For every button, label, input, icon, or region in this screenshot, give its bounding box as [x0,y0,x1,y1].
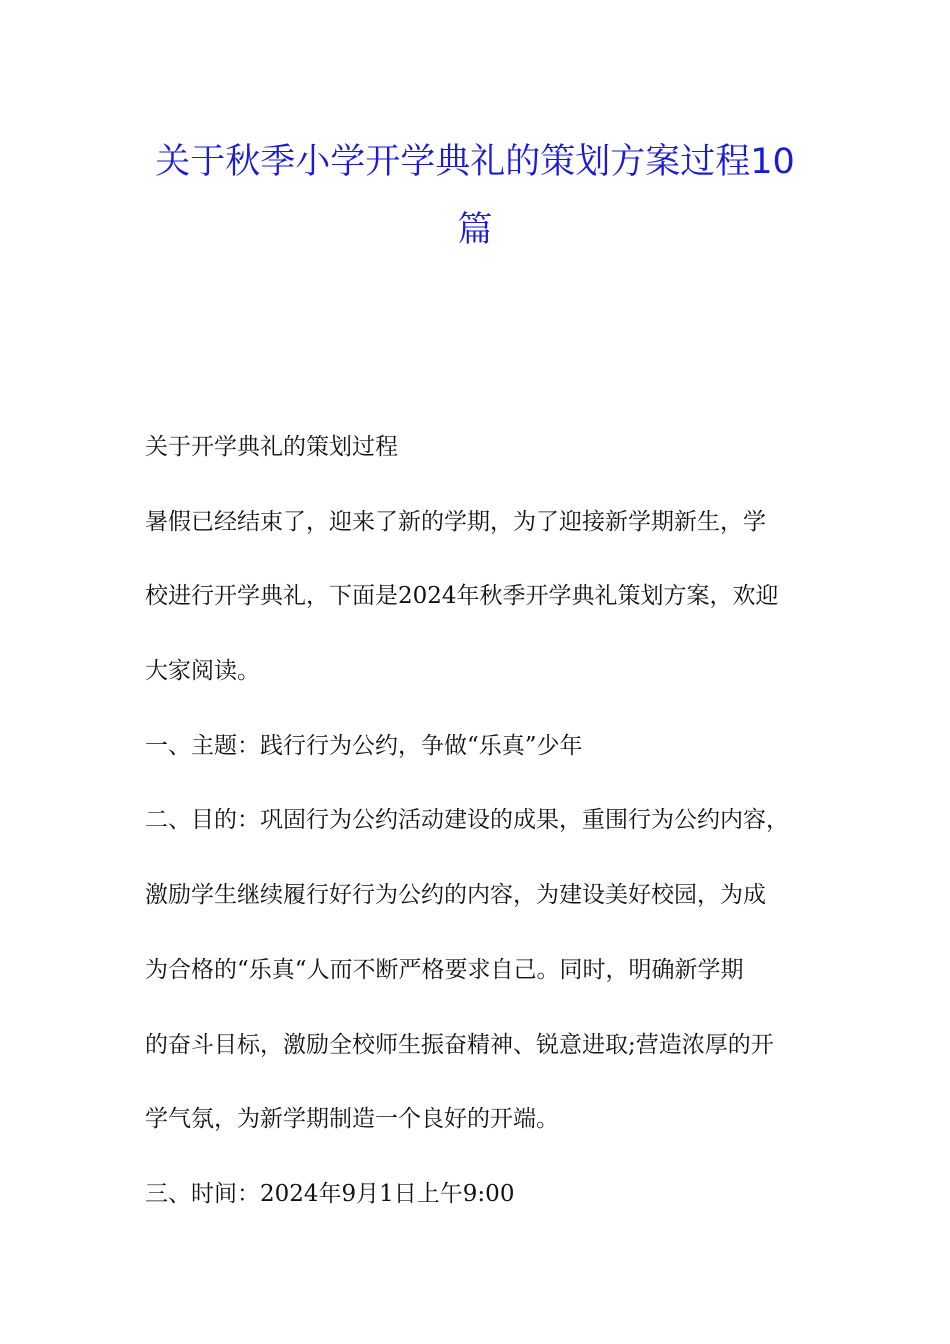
document-title [120,128,830,264]
paragraph-line: 暑假已经结束了，迎来了新的学期，为了迎接新学期新生，学 [145,508,766,535]
section-heading: 关于开学典礼的策划过程 [145,434,398,460]
paragraph-line: 大家阅读。 [145,658,260,685]
paragraph-line: 为合格的“乐真“人而不断严格要求自己。同时，明确新学期 [145,956,744,983]
time-line: 三、时间：2024年9月1日上午9:00 [145,1180,515,1207]
paragraph-line: 校进行开学典礼，下面是2024年秋季开学典礼策划方案，欢迎 [145,583,779,610]
paragraph-line: 的奋斗目标，激励全校师生振奋精神、锐意进取;营造浓厚的开 [145,1031,774,1058]
theme-line: 一、主题：践行行为公约，争做“乐真”少年 [145,732,583,759]
title-line-1: 关于秋季小学开学典礼的策划方案过程10 [155,142,795,182]
document-body [145,410,845,1232]
purpose-line: 二、目的：巩固行为公约活动建设的成果，重围行为公约内容， [145,807,789,834]
paragraph-line: 学气氛，为新学期制造一个良好的开端。 [145,1106,559,1133]
paragraph-line: 激励学生继续履行好行为公约的内容，为建设美好校园，为成 [145,882,766,909]
title-line-2: 篇 [457,210,493,250]
